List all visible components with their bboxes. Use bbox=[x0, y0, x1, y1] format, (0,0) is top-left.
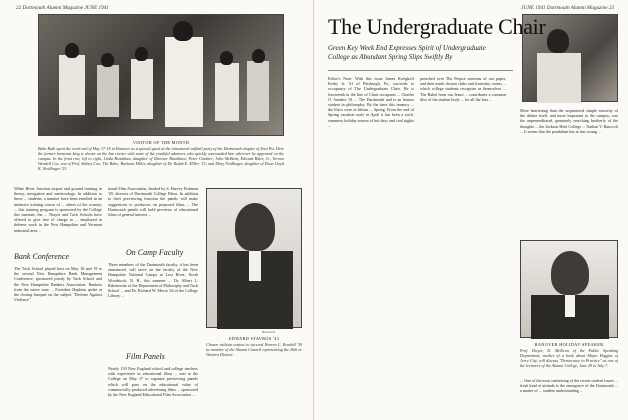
right-running-head: JUNE 1941 Dartmouth Alumni Magazine 23 bbox=[521, 5, 614, 11]
left-col1-text: White River Junction airport and ground training in theory, navigation and meteorology. In addition to these ... students, a number have been enrolled in an intensive training course of ... others of the country. ... this training program is sponsored by the College this summer, the ... Thayer and Tuck Schools have offered to give free of charge to ... employed in defense work in the New Hampshire and Vermont industrial area ... bbox=[14, 186, 102, 233]
stavros-caption: Chosen without contest to succeed Warren C. Kendall '39 as member of the Alumni Council representing the 26th or Western District. bbox=[206, 342, 302, 357]
left-col2-text2: Three members of the Dartmouth faculty, it has been announced, will serve on the faculty of the New Hampshire National Camps at Lost River, North Woodstock, N. H., this summer ... Dr. Albert L. Rabinowitz of the Department of Philosophy and Tuck School ... and Dr. Richard W. Morin '24 of the College Library ... bbox=[108, 262, 198, 299]
babe-ruth-photo bbox=[38, 14, 284, 136]
stavros-photo-credit: Bachrach bbox=[262, 330, 276, 334]
right-col1-text: Editor's Note: With this issue James Kreighoff Kerby Jr. '41 of Pittsburgh, Pa., succeeds to occupancy of The Undergraduate Chair. He is fourteenth in the line of Chair occupants ... Charles O. Sanders '41 ... The Dartmouth and is an honors student in philosophy. By the time this tenancy ... the lilacs were in bloom ... Spring. From the end of Spring vacation early in April it has been a swift, summery holiday season of hot days and cool nights ... bbox=[328, 76, 414, 128]
left-col2-text3: Nearly 150 New England school and college teachers with experience in educational films ... met at the College on May 17 to organize previewing panels which will pass on the educational value of commercially produced advertising films ... sponsored by the New England Educational Film Association ... bbox=[108, 366, 198, 398]
right-col2-text: preached over The Pequot sermons of our paper, and then made chosen clubs and fraternity rooms ... which college students recognize as themselves ... The Babel from our Jesuit ... contributes a common dive of the student body ... for all the fuss ... bbox=[420, 76, 506, 102]
right-col3-text2: ... One of the most interesting of the recent student issues ... fresh kind of attitude is the emergence of the Dartmouth ... a matter of ... student understanding ... bbox=[520, 378, 618, 394]
left-col2-subhead2: Film Panels bbox=[126, 352, 165, 361]
left-col2-text: tional Film Association, headed by S. Harvey Fishman '29, director of Dartmouth College Films. In addition to their previewing function the panels will make suggestions to producers on proposed films ... The Dartmouth panels will hold previews of educational films of general interest ... bbox=[108, 186, 198, 218]
left-running-head: 22 Dartmouth Alumni Magazine JUNE 1941 bbox=[16, 5, 109, 11]
top-photo-caption-title: VISITOR OF THE MONTH bbox=[132, 140, 190, 145]
article-deck: Green Key Week End Expresses Spirit of Undergraduate College as Abundant Spring Slips Swiftly By bbox=[328, 44, 486, 61]
stavros-caption-name: EDWARD STAVROS '43 bbox=[228, 336, 280, 341]
mckeon-caption-title: HANOVER HOLIDAY SPEAKER bbox=[534, 342, 604, 347]
title-rule bbox=[328, 70, 513, 71]
top-photo-caption: Babe Ruth spent the week-end of May 17-18 in Hanover as a special guest at the intramural softball party of the Dartmouth chapter of Zeta Psi. Here the former homerun king is shown on the Inn corner with some of the youthful admirers who quickly surrounded him wherever he appeared on the campus. In the front row, left to right, Linda Bradshaw, daughter of Director Bradshaw; Peter Gunther; John McBain; Edward Riker, Jr.; Vernon Wendell Cox, son of Prof. Sidney Cox; The Babe; Barbara Miller, daughter of Dr. Ralph E. Miller '15; and Mary Neidlinger, daughter of Dean Lloyd K. Neidlinger '23. bbox=[38, 146, 284, 171]
article-title: The Undergraduate Chair bbox=[328, 14, 546, 39]
left-col1-text2: The Tuck School played host on May 18 and 19 to the second New Hampshire Bank Management Conference, sponsored jointly by Tuck School and the New Hampshire Bankers Association. Bankers from the entire state ... President Hopkins spoke at the closing banquet on the subject "Defense Against Violence." bbox=[14, 266, 102, 303]
mckeon-caption: Prof. Dwyer, D. McKeon of the Public Speaking Department, mother of a book about Major Higgins of Jerry City, will discuss "Democracy in Practice" as one of the lecturers of the Alumni College, June 29 to July 7. bbox=[520, 348, 618, 368]
mckeon-photo bbox=[520, 240, 618, 338]
stavros-portrait bbox=[206, 188, 302, 328]
left-col2-subhead: On Camp Faculty bbox=[126, 248, 184, 257]
right-page bbox=[314, 0, 628, 420]
right-col3-text: More heartening than the sequestered simple sincerity of the debate itself, and more important to the campus, was the unpremeditated, genuinely searching brotherly of the thoughts ... the Jackson Hole College ... Nathan V. Bancroft ... It seems that the pendulum has at last swung ... bbox=[520, 108, 618, 134]
left-col1-subhead: Bank Conference bbox=[14, 252, 70, 261]
